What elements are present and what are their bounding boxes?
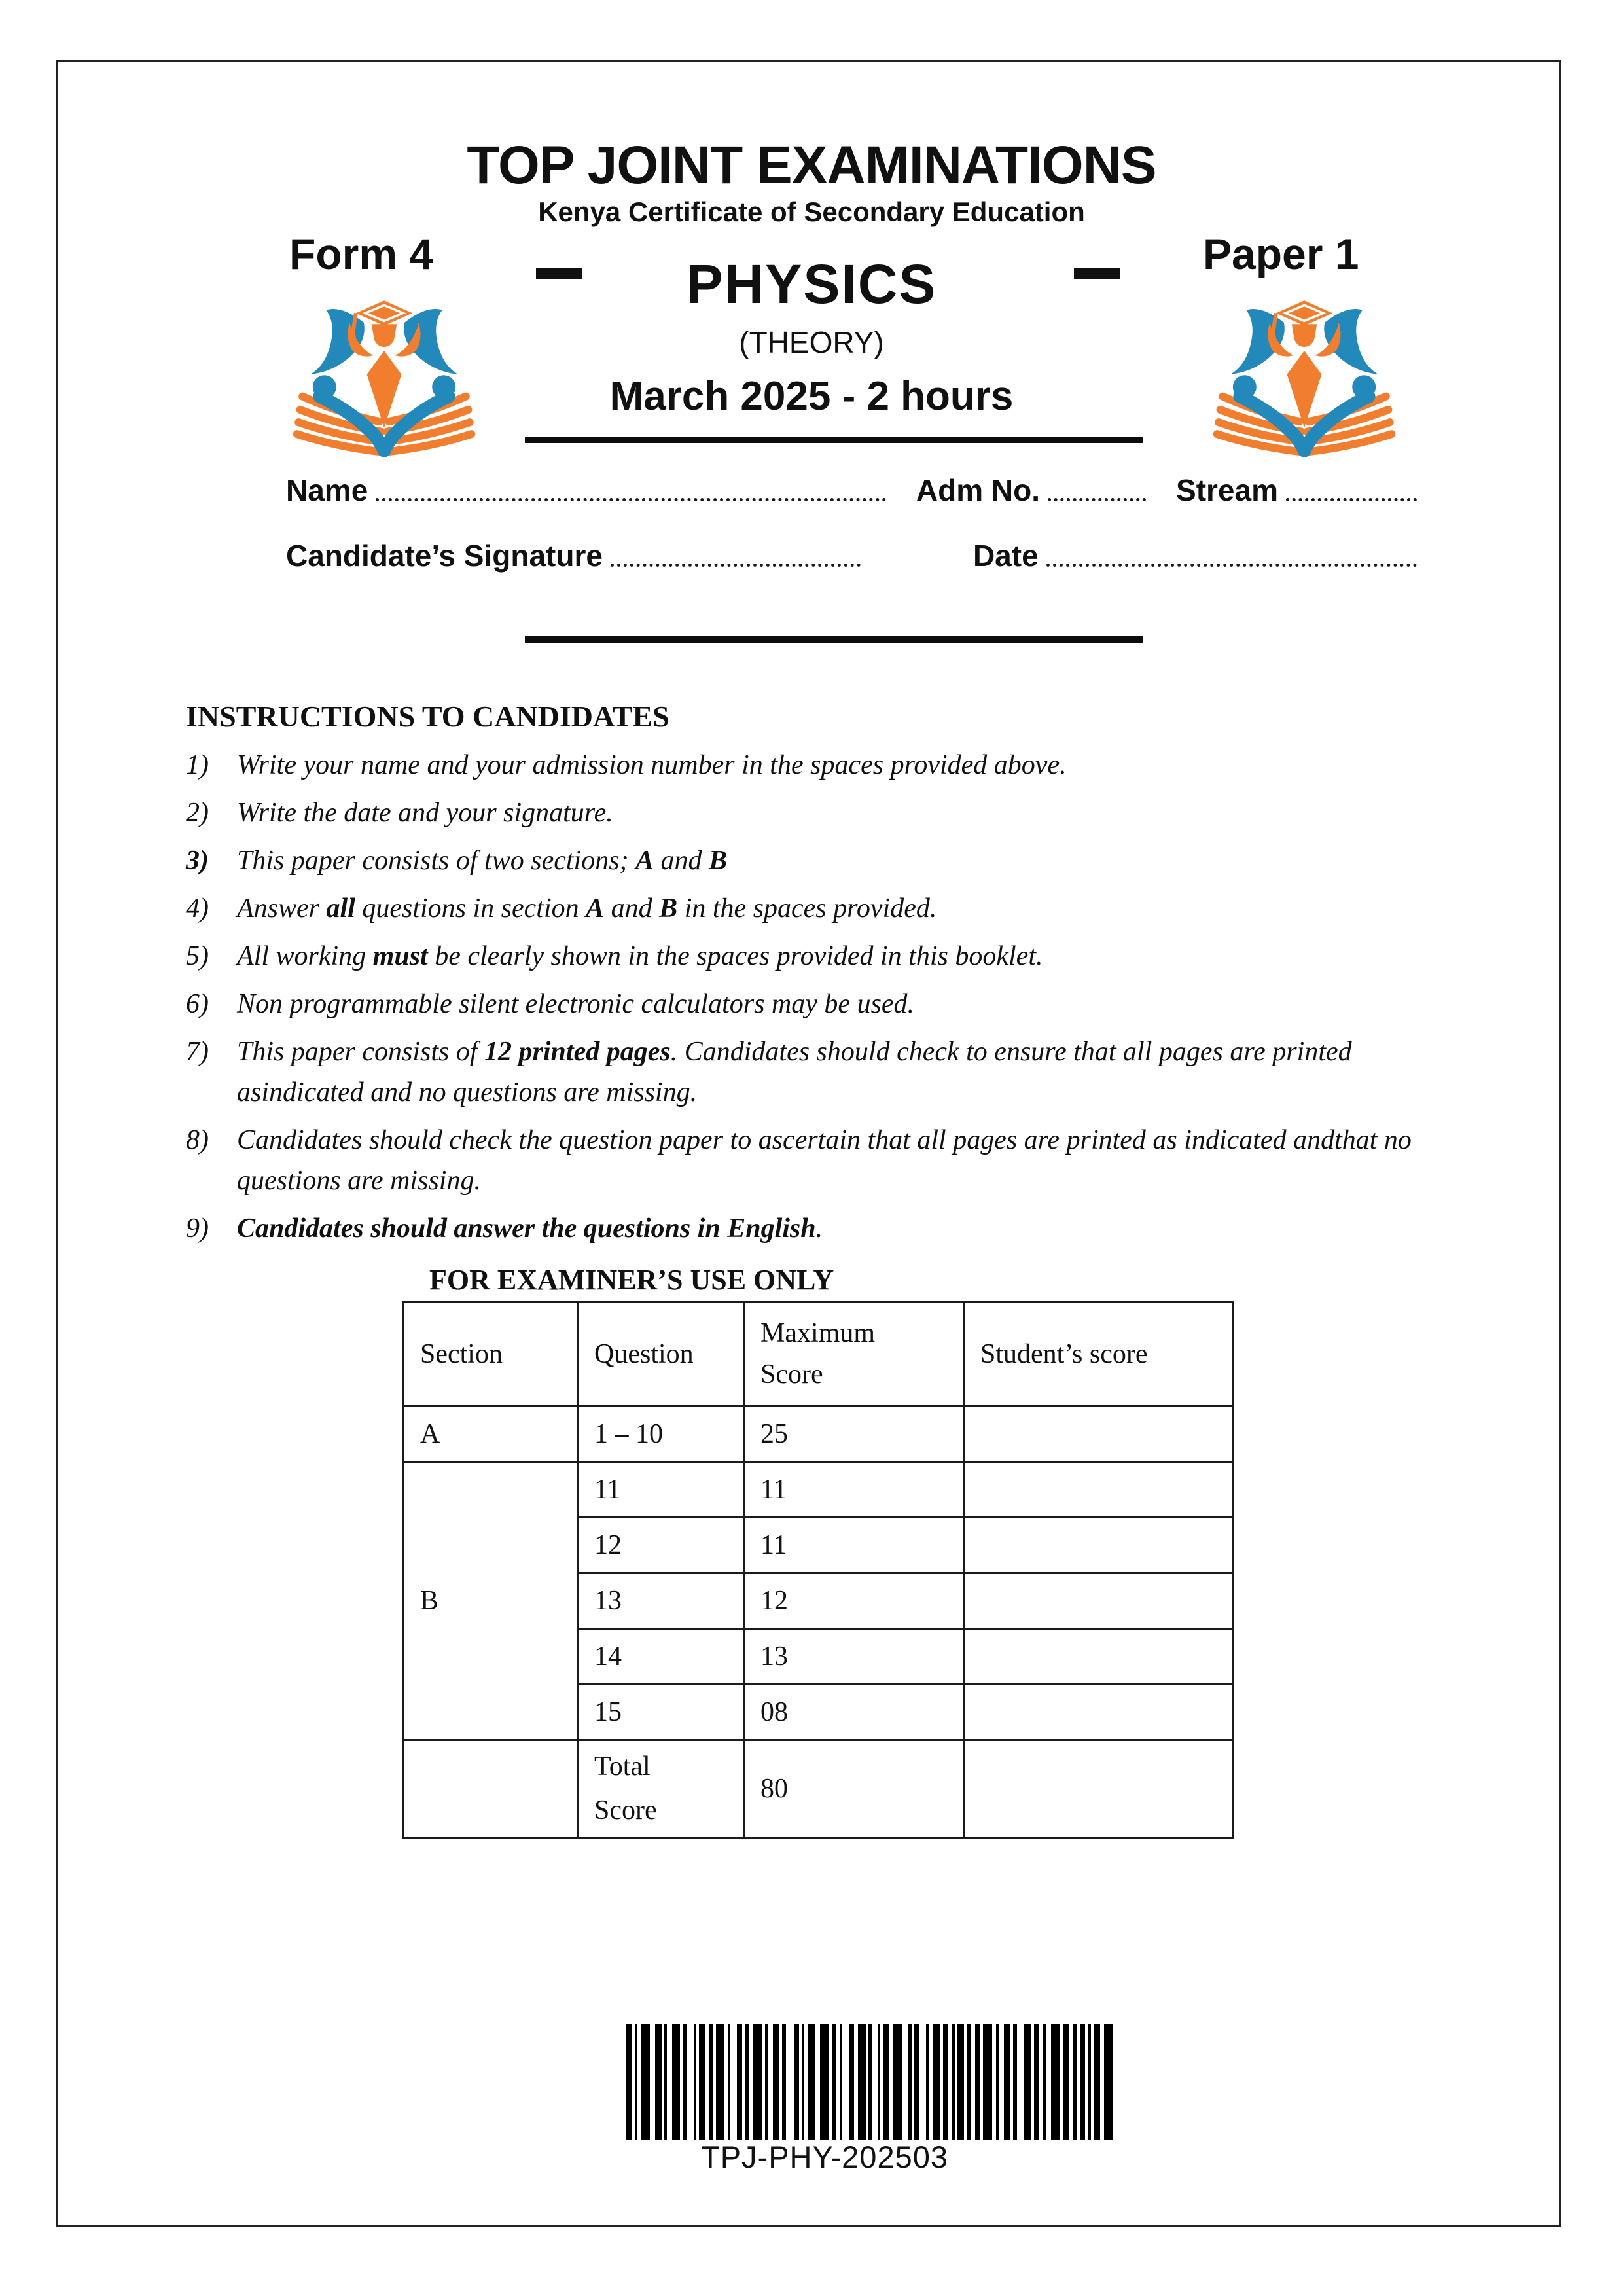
name-label: Name xyxy=(286,473,368,507)
signature-label: Candidate’s Signature xyxy=(286,539,603,573)
instructions-heading: INSTRUCTIONS TO CANDIDATES xyxy=(186,700,669,733)
adm-no-dotted-line xyxy=(1048,478,1146,501)
barcode-caption: TPJ-PHY-202503 xyxy=(700,2140,949,2174)
question-cell: 11 xyxy=(578,1462,744,1518)
section-cell: B xyxy=(404,1462,578,1740)
separator-dash-right xyxy=(1074,268,1120,279)
date-dotted-line xyxy=(1046,544,1417,567)
exam-board-title: TOP JOINT EXAMINATIONS xyxy=(467,135,1156,195)
examiner-table-row xyxy=(404,1740,1233,1838)
barcode-gap xyxy=(919,2024,926,2140)
max-score-cell: 80 xyxy=(744,1740,964,1838)
max-score-cell: 08 xyxy=(744,1685,964,1740)
barcode-bar xyxy=(1094,2024,1100,2140)
instruction-item xyxy=(186,936,1435,977)
max-score-cell: 11 xyxy=(744,1462,964,1518)
adm-no-label: Adm No. xyxy=(916,473,1041,507)
instruction-item xyxy=(186,1208,1435,1249)
instruction-number: 6) xyxy=(186,989,209,1019)
question-cell: 1 – 10 xyxy=(578,1407,744,1462)
instruction-item xyxy=(186,745,1435,785)
instruction-text: Candidates should answer the questions in English. xyxy=(237,1213,823,1244)
candidate-name-row xyxy=(286,474,1419,507)
instruction-number: 9) xyxy=(186,1213,209,1244)
theory-label: (THEORY) xyxy=(739,325,884,359)
max-score-cell: 11 xyxy=(744,1518,964,1573)
barcode-bar xyxy=(641,2024,650,2140)
barcode-gap xyxy=(872,2024,878,2140)
divider-line-bottom xyxy=(525,636,1143,643)
barcode-bar xyxy=(1063,2024,1069,2140)
barcode-gap xyxy=(786,2024,794,2140)
student-score-cell xyxy=(964,1407,1233,1462)
instruction-number: 2) xyxy=(186,798,209,828)
barcode-gap xyxy=(650,2024,655,2140)
barcode-gap xyxy=(768,2024,773,2140)
examiner-table-row xyxy=(404,1407,1233,1462)
instruction-text: Non programmable silent electronic calculators may be used. xyxy=(237,989,915,1019)
instruction-item xyxy=(186,984,1435,1024)
barcode-bar xyxy=(893,2024,902,2140)
barcode-bar xyxy=(753,2024,762,2140)
barcode-bar xyxy=(1104,2024,1113,2140)
student-score-cell xyxy=(964,1518,1233,1573)
barcode-bar xyxy=(626,2024,632,2140)
examiner-table-title: FOR EXAMINER’S USE ONLY xyxy=(429,1264,834,1296)
student-score-cell xyxy=(964,1629,1233,1685)
barcode-gap xyxy=(1046,2024,1051,2140)
signature-dotted-line xyxy=(611,544,861,567)
barcode-bar xyxy=(655,2024,662,2140)
barcode-bar xyxy=(716,2024,724,2140)
stream-label: Stream xyxy=(1176,473,1278,507)
divider-line-top xyxy=(525,437,1143,443)
blank-section-cell xyxy=(404,1740,578,1838)
barcode-bar xyxy=(849,2024,854,2140)
barcode-gap xyxy=(842,2024,849,2140)
barcode-bar xyxy=(914,2024,919,2140)
student-score-cell xyxy=(964,1573,1233,1629)
instruction-item xyxy=(186,793,1435,833)
examiner-table xyxy=(402,1301,1234,1839)
candidate-signature-row xyxy=(286,539,1419,573)
barcode-bar xyxy=(1034,2024,1039,2140)
column-header-student-score: Student’s score xyxy=(964,1302,1233,1407)
barcode-gap xyxy=(815,2024,820,2140)
stream-dotted-line xyxy=(1286,478,1417,501)
exam-subtitle: Kenya Certificate of Secondary Education xyxy=(538,196,1085,227)
date-label: Date xyxy=(972,539,1039,573)
question-cell: 13 xyxy=(578,1573,744,1629)
barcode-bar xyxy=(672,2024,680,2140)
form-label: Form 4 xyxy=(289,230,434,278)
barcode-bar xyxy=(883,2024,889,2140)
instruction-text: Write the date and your signature. xyxy=(237,798,613,828)
instruction-item xyxy=(186,888,1435,929)
student-score-cell xyxy=(964,1462,1233,1518)
instruction-number: 3) xyxy=(186,846,209,876)
barcode-bar xyxy=(975,2024,980,2140)
column-header-max-score: Maximum Score xyxy=(744,1302,964,1407)
instruction-text: All working must be clearly shown in the spaces provided in this booklet. xyxy=(237,941,1043,971)
barcode-gap xyxy=(667,2024,672,2140)
paper-label: Paper 1 xyxy=(1203,230,1359,278)
barcode-gap xyxy=(1017,2024,1024,2140)
barcode-gap xyxy=(902,2024,908,2140)
question-cell: 15 xyxy=(578,1685,744,1740)
examiner-table-row xyxy=(404,1462,1233,1518)
student-score-cell xyxy=(964,1740,1233,1838)
instruction-text: Answer all questions in section A and B in the spaces provided. xyxy=(237,893,937,924)
max-score-cell: 13 xyxy=(744,1629,964,1685)
barcode-bar xyxy=(1004,2024,1010,2140)
name-dotted-line xyxy=(376,478,886,501)
barcode-bar xyxy=(957,2024,964,2140)
max-score-cell: 12 xyxy=(744,1573,964,1629)
barcode-bar xyxy=(794,2024,799,2140)
barcode-gap xyxy=(730,2024,737,2140)
instruction-item xyxy=(186,1031,1435,1113)
instruction-number: 8) xyxy=(186,1125,209,1155)
total-score-label: Total Score xyxy=(594,1751,657,1825)
barcode-bar xyxy=(933,2024,940,2140)
barcode-bar xyxy=(943,2024,948,2140)
section-cell: A xyxy=(404,1407,578,1462)
instructions-list xyxy=(186,745,1435,1256)
barcode-bar xyxy=(858,2024,866,2140)
barcode-bar xyxy=(1024,2024,1031,2140)
instruction-item xyxy=(186,1120,1435,1201)
barcode-bar xyxy=(820,2024,829,2140)
barcode-gap xyxy=(999,2024,1004,2140)
column-header-question: Question xyxy=(578,1302,744,1407)
barcode-bar xyxy=(808,2024,815,2140)
student-score-cell xyxy=(964,1685,1233,1740)
question-cell xyxy=(578,1740,744,1838)
instruction-text: Write your name and your admission number in the spaces provided above. xyxy=(237,750,1067,780)
barcode-bar xyxy=(699,2024,705,2140)
instruction-item xyxy=(186,840,1435,881)
barcode-bar xyxy=(773,2024,779,2140)
max-score-cell: 25 xyxy=(744,1407,964,1462)
session-label: March 2025 - 2 hours xyxy=(609,374,1014,419)
barcode-bar xyxy=(737,2024,742,2140)
barcode-bar xyxy=(1051,2024,1060,2140)
examiner-table-header-row xyxy=(404,1302,1233,1407)
school-logo xyxy=(1209,296,1399,461)
instruction-text: Candidates should check the question paper to ascertain that all pages are printed as indicated andthat no questions are missing. xyxy=(237,1125,1412,1196)
school-logo xyxy=(289,296,479,461)
barcode xyxy=(626,2024,1113,2140)
subject-title: PHYSICS xyxy=(686,253,937,315)
question-cell: 14 xyxy=(578,1629,744,1685)
instruction-number: 5) xyxy=(186,941,209,971)
question-cell: 12 xyxy=(578,1518,744,1573)
instruction-number: 4) xyxy=(186,893,209,924)
instruction-text: This paper consists of two sections; A and B xyxy=(237,846,728,876)
column-header-section: Section xyxy=(404,1302,578,1407)
barcode-bar xyxy=(1080,2024,1085,2140)
instruction-number: 1) xyxy=(186,750,209,780)
barcode-bar xyxy=(983,2024,992,2140)
instruction-number: 7) xyxy=(186,1037,209,1067)
barcode-gap xyxy=(687,2024,694,2140)
instruction-text: This paper consists of 12 printed pages. Candidates should check to ensure that all pages are printed asindicated and no questions are missing. xyxy=(237,1037,1352,1107)
